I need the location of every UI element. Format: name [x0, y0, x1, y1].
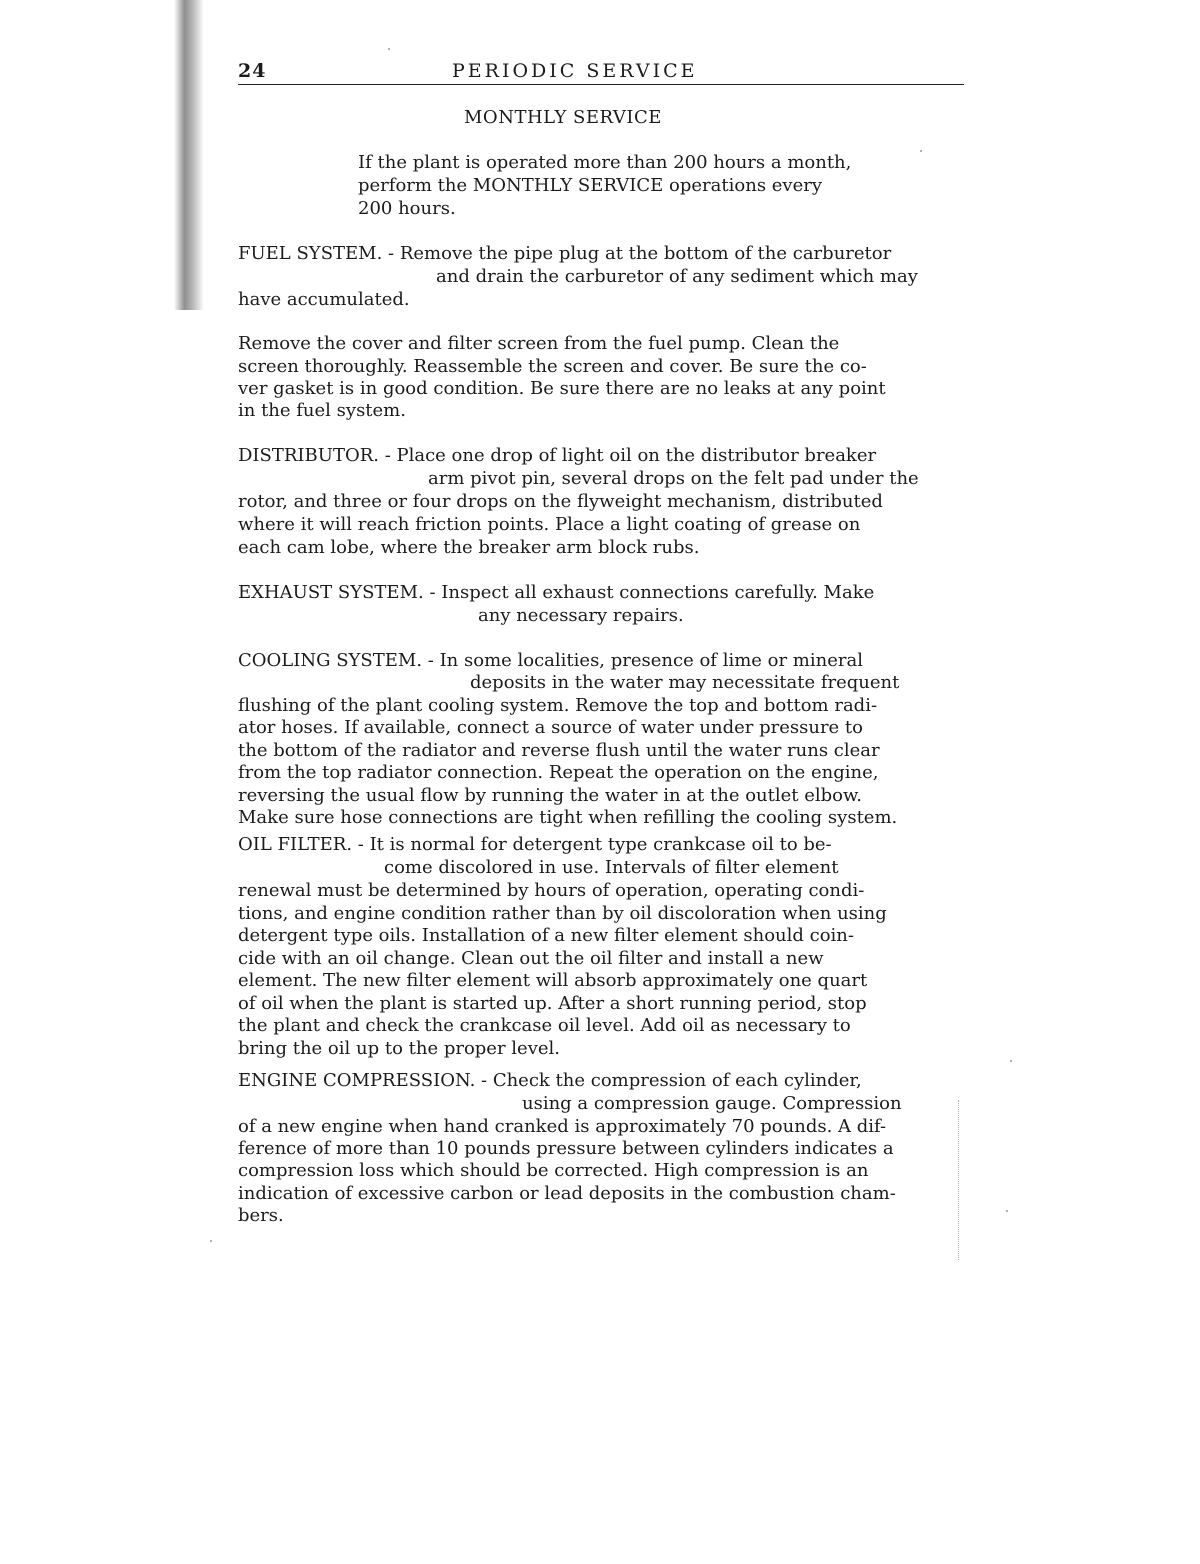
scan-speck — [920, 150, 922, 152]
distributor-line: each cam lobe, where the breaker arm block rubs. — [238, 537, 700, 558]
section-title: MONTHLY SERVICE — [464, 107, 662, 128]
scan-speck — [210, 1240, 212, 1242]
scan-speck — [1006, 1210, 1008, 1212]
oil-filter-line: detergent type oils. Installation of a new filter element should coin- — [238, 925, 854, 946]
fuel-system-line: and drain the carburetor of any sediment which may — [436, 266, 918, 287]
cooling-line: reversing the usual flow by running the water in at the outlet elbow. — [238, 785, 863, 806]
margin-dots — [958, 1100, 959, 1260]
oil-filter-line: come discolored in use. Intervals of filter element — [384, 857, 839, 878]
intro-line: 200 hours. — [358, 198, 456, 219]
exhaust-line: any necessary repairs. — [478, 605, 684, 626]
compression-line: bers. — [238, 1205, 284, 1226]
compression-line: ENGINE COMPRESSION. - Check the compression of each cylinder, — [238, 1070, 862, 1091]
cooling-line: from the top radiator connection. Repeat the operation on the engine, — [238, 762, 879, 783]
fuel-pump-line: Remove the cover and filter screen from the fuel pump. Clean the — [238, 333, 840, 354]
cooling-line: ator hoses. If available, connect a source of water under pressure to — [238, 717, 863, 738]
cooling-line: the bottom of the radiator and reverse flush until the water runs clear — [238, 740, 880, 761]
cooling-line: Make sure hose connections are tight when refilling the cooling system. — [238, 807, 898, 828]
fuel-pump-line: ver gasket is in good condition. Be sure there are no leaks at any point — [238, 378, 886, 399]
cooling-line: flushing of the plant cooling system. Remove the top and bottom radi- — [238, 695, 878, 716]
page-number: 24 — [238, 60, 267, 82]
fuel-system-line: FUEL SYSTEM. - Remove the pipe plug at the bottom of the carburetor — [238, 243, 892, 264]
intro-line: perform the MONTHLY SERVICE operations every — [358, 175, 823, 196]
oil-filter-line: cide with an oil change. Clean out the oil filter and install a new — [238, 948, 824, 969]
compression-line: of a new engine when hand cranked is approximately 70 pounds. A dif- — [238, 1116, 887, 1137]
oil-filter-line: bring the oil up to the proper level. — [238, 1038, 560, 1059]
compression-line: ference of more than 10 pounds pressure between cylinders indicates a — [238, 1138, 894, 1159]
header-rule — [238, 84, 964, 85]
oil-filter-line: the plant and check the crankcase oil level. Add oil as necessary to — [238, 1015, 851, 1036]
oil-filter-line: tions, and engine condition rather than by oil discoloration when using — [238, 903, 887, 924]
distributor-line: DISTRIBUTOR. - Place one drop of light oil on the distributor breaker — [238, 445, 877, 466]
oil-filter-line: OIL FILTER. - It is normal for detergent type crankcase oil to be- — [238, 834, 832, 855]
compression-line: compression loss which should be corrected. High compression is an — [238, 1160, 869, 1181]
distributor-line: where it will reach friction points. Place a light coating of grease on — [238, 514, 861, 535]
cooling-line: COOLING SYSTEM. - In some localities, presence of lime or mineral — [238, 650, 863, 671]
scan-speck — [388, 48, 390, 50]
scan-speck — [1010, 1060, 1012, 1062]
oil-filter-line: renewal must be determined by hours of operation, operating condi- — [238, 880, 865, 901]
oil-filter-line: of oil when the plant is started up. After a short running period, stop — [238, 993, 867, 1014]
distributor-line: rotor, and three or four drops on the flyweight mechanism, distributed — [238, 491, 883, 512]
binding-edge-shadow — [174, 0, 204, 310]
distributor-line: arm pivot pin, several drops on the felt pad under the — [428, 468, 919, 489]
running-head: PERIODIC SERVICE — [452, 60, 698, 82]
compression-line: indication of excessive carbon or lead deposits in the combustion cham- — [238, 1183, 896, 1204]
compression-line: using a compression gauge. Compression — [522, 1093, 902, 1114]
fuel-pump-line: screen thoroughly. Reassemble the screen and cover. Be sure the co- — [238, 356, 867, 377]
intro-line: If the plant is operated more than 200 hours a month, — [358, 152, 852, 173]
fuel-pump-line: in the fuel system. — [238, 400, 406, 421]
cooling-line: deposits in the water may necessitate frequent — [470, 672, 900, 693]
fuel-system-line: have accumulated. — [238, 289, 410, 310]
exhaust-line: EXHAUST SYSTEM. - Inspect all exhaust connections carefully. Make — [238, 582, 875, 603]
oil-filter-line: element. The new filter element will absorb approximately one quart — [238, 970, 868, 991]
